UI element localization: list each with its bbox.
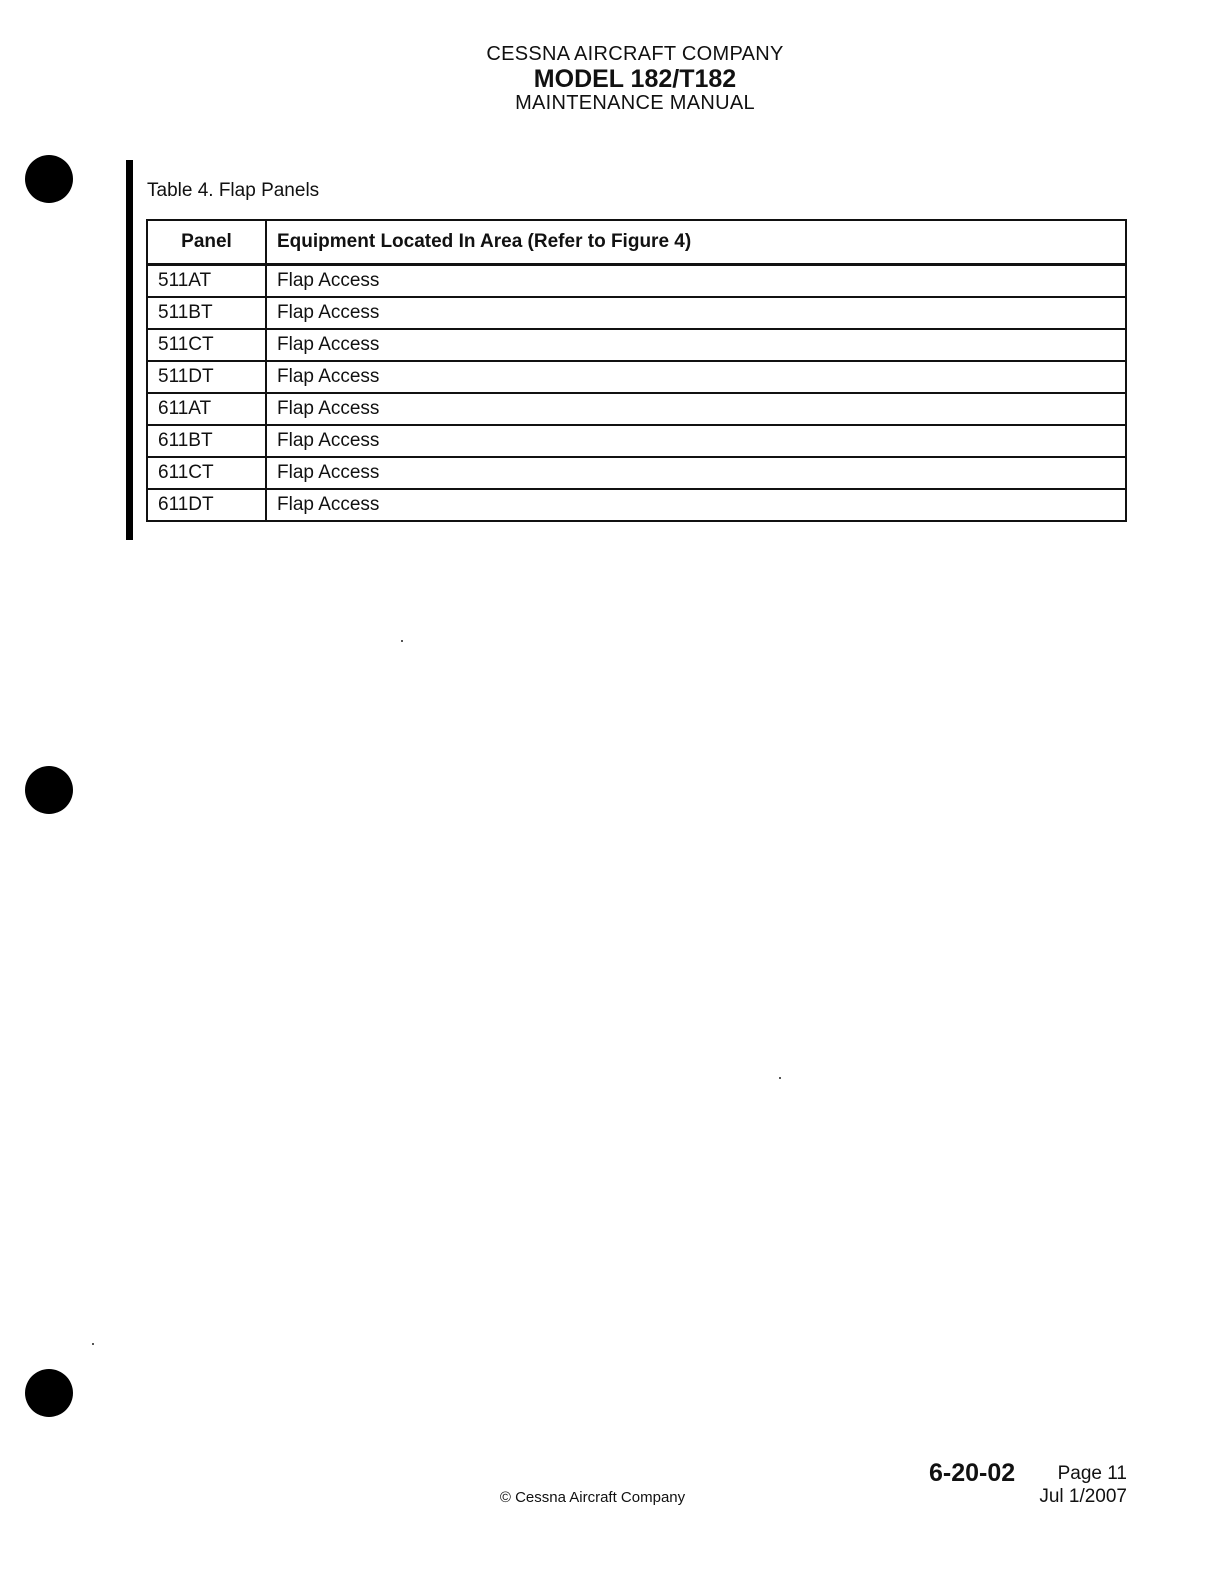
scan-speck: [401, 640, 403, 642]
equipment-cell: Flap Access: [266, 393, 1126, 425]
table-header-row: [147, 220, 1126, 265]
table-row: [147, 329, 1126, 361]
equipment-cell: Flap Access: [266, 457, 1126, 489]
flap-panels-table: [146, 219, 1127, 522]
scan-speck: [779, 1077, 781, 1079]
manual-title: MAINTENANCE MANUAL: [515, 92, 755, 114]
page-number: Page 11: [1057, 1463, 1127, 1484]
copyright-notice: © Cessna Aircraft Company: [499, 1489, 686, 1506]
equipment-cell: Flap Access: [266, 425, 1126, 457]
equipment-cell: Flap Access: [266, 329, 1126, 361]
model-title: MODEL 182/T182: [533, 65, 737, 93]
table-row: [147, 425, 1126, 457]
table-row: [147, 393, 1126, 425]
panel-cell: 511AT: [147, 265, 266, 298]
panel-cell: 611CT: [147, 457, 266, 489]
table-caption: Table 4. Flap Panels: [147, 180, 320, 201]
panel-cell: 611AT: [147, 393, 266, 425]
section-number: 6-20-02: [929, 1459, 1016, 1487]
table-row: [147, 361, 1126, 393]
scan-speck: [92, 1343, 94, 1345]
table-row: [147, 489, 1126, 521]
table-row: [147, 457, 1126, 489]
panel-cell: 511DT: [147, 361, 266, 393]
table-row: [147, 297, 1126, 329]
column-header-equipment: Equipment Located In Area (Refer to Figure 4): [266, 220, 1126, 265]
equipment-cell: Flap Access: [266, 489, 1126, 521]
binder-hole-top: [25, 155, 73, 203]
company-name: CESSNA AIRCRAFT COMPANY: [486, 43, 784, 65]
column-header-panel: Panel: [147, 220, 266, 265]
revision-change-bar: [126, 160, 133, 540]
binder-hole-bottom: [25, 1369, 73, 1417]
equipment-cell: Flap Access: [266, 265, 1126, 298]
panel-cell: 611BT: [147, 425, 266, 457]
table-row: [147, 265, 1126, 298]
equipment-cell: Flap Access: [266, 361, 1126, 393]
panel-cell: 511BT: [147, 297, 266, 329]
revision-date: Jul 1/2007: [1039, 1486, 1127, 1507]
equipment-cell: Flap Access: [266, 297, 1126, 329]
panel-cell: 611DT: [147, 489, 266, 521]
document-header: [0, 42, 1220, 114]
panel-cell: 511CT: [147, 329, 266, 361]
binder-hole-middle: [25, 766, 73, 814]
